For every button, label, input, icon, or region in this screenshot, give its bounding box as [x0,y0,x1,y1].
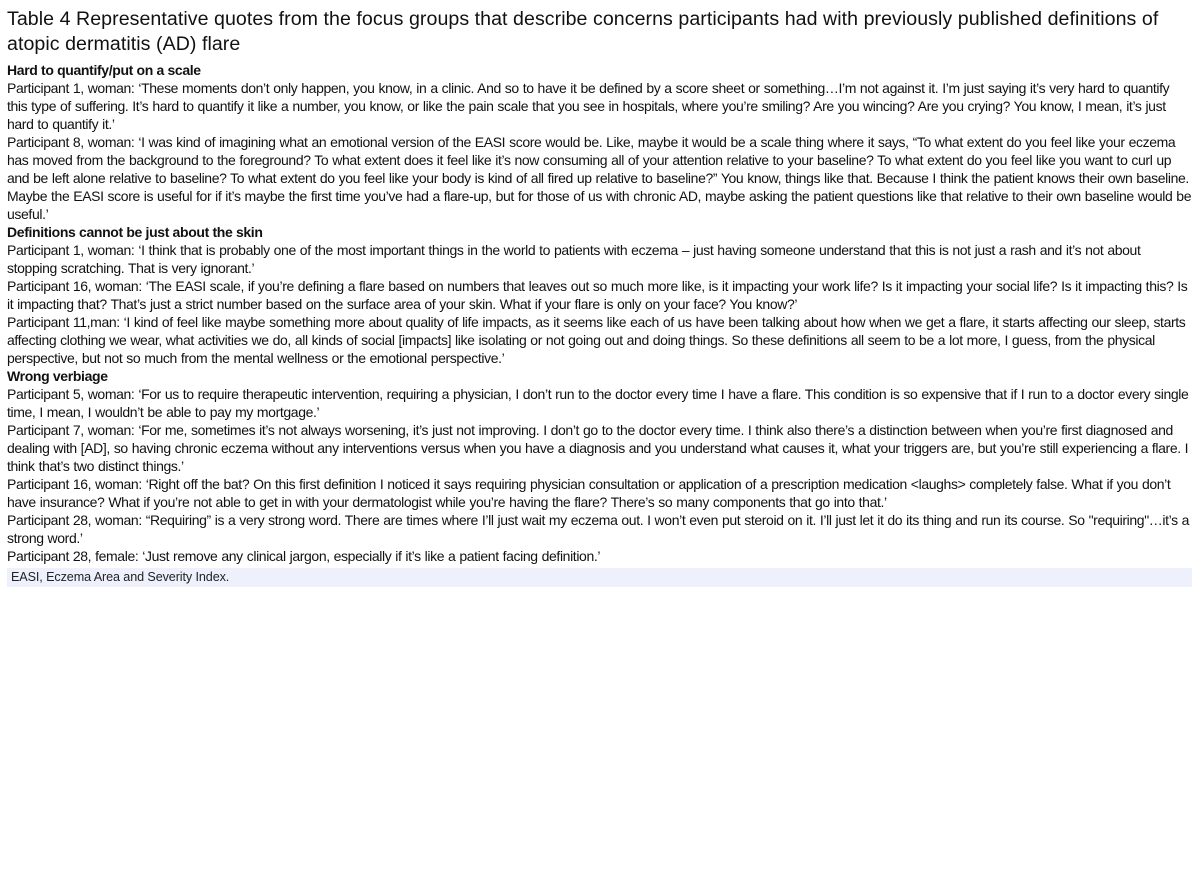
section-heading: Definitions cannot be just about the skin [7,224,263,240]
quote-item: Participant 16, woman: ‘The EASI scale, if you’re defining a flare based on numbers that leaves out so much more like, is it impacting your work life? Is it impacting your social life? Is it impacting this? Is it impacting that? That’s just a strict number based on the surface area of your skin. What if your flare is only on your face? You know?’ [7,278,1188,312]
quote-item: Participant 7, woman: ‘For me, sometimes it’s not always worsening, it’s just not improving. I don’t go to the doctor every time. I think also there’s a distinction between when you’re first diagnosed and dealing with [AD], so having chronic eczema without any interventions versus when you have a diagnosis and you understand what causes it, what your triggers are, but you’re still experiencing a flare. I think that’s two distinct things.’ [7,422,1189,474]
table-footnote: EASI, Eczema Area and Severity Index. [7,568,1192,587]
quote-item: Participant 1, woman: ‘These moments don’t only happen, you know, in a clinic. And so to have it be defined by a score sheet or something…I’m not against it. I’m just saying it’s very hard to quantify this type of suffering. It’s hard to quantify it like a number, you know, or like the pain scale that you see in hospitals, where you’re smiling? Are you wincing? Are you crying? You know, I mean, it’s just hard to quantify it.’ [7,80,1170,132]
quote-item: Participant 1, woman: ‘I think that is probably one of the most important things in the world to patients with eczema – just having someone understand that this is not just a rash and it’s not about stopping scratching. That is very ignorant.’ [7,242,1141,276]
quote-item: Participant 16, woman: ‘Right off the bat? On this first definition I noticed it says requiring physician consultation or application of a prescription medication <laughs> completely false. What if you don’t have insurance? What if you’re not able to get in with your dermatologist while you’re having the flare? There’s so many components that go into that.’ [7,476,1171,510]
section-heading: Wrong verbiage [7,368,108,384]
quote-item: Participant 8, woman: ‘I was kind of imagining what an emotional version of the EASI score would be. Like, maybe it would be a scale thing where it says, “To what extent do you feel like your eczema has moved from the background to the foreground? To what extent does it feel like it’s now consuming all of your attention relative to your baseline? To what extent do you feel like you want to curl up and be left alone relative to baseline? To what extent do you feel like your body is kind of all fired up relative to baseline?” You know, things like that. Because I think the patient knows their own baseline. Maybe the EASI score is useful for if it’s maybe the first time you’ve had a flare-up, but for those of us with chronic AD, maybe asking the patient questions like that relative to their own baseline would be useful.’ [7,134,1192,222]
quote-item: Participant 28, female: ‘Just remove any clinical jargon, especially if it’s like a patient facing definition.’ [7,548,601,564]
quote-item: Participant 28, woman: “Requiring” is a very strong word. There are times where I’ll just wait my eczema out. I won’t even put steroid on it. I’ll just let it do its thing and run its course. So "requiring"…it’s a strong word.’ [7,512,1190,546]
quote-item: Participant 11,man: ‘I kind of feel like maybe something more about quality of life impacts, as it seems like each of us have been talking about how when we get a flare, it starts affecting our sleep, starts affecting clothing we wear, what activities we do, all kinds of social [impacts] like isolating or not going out and doing things. So these definitions all seem to be a lot more, I guess, from the physical perspective, but not so much from the mental wellness or the emotional perspective.’ [7,314,1186,366]
quote-item: Participant 5, woman: ‘For us to require therapeutic intervention, requiring a physician, I don’t run to the doctor every time I have a flare. This condition is so expensive that if I run to a doctor every single time, I mean, I wouldn’t be able to pay my mortgage.’ [7,386,1189,420]
section-wrong-verbiage [7,367,1192,565]
section-not-just-skin [7,223,1192,367]
section-hard-to-quantify [7,61,1192,223]
table-title: Table 4 Representative quotes from the focus groups that describe concerns participants had with previously published definitions of atopic dermatitis (AD) flare [7,8,1159,55]
quotes-table [7,61,1192,587]
section-heading: Hard to quantify/put on a scale [7,62,201,78]
